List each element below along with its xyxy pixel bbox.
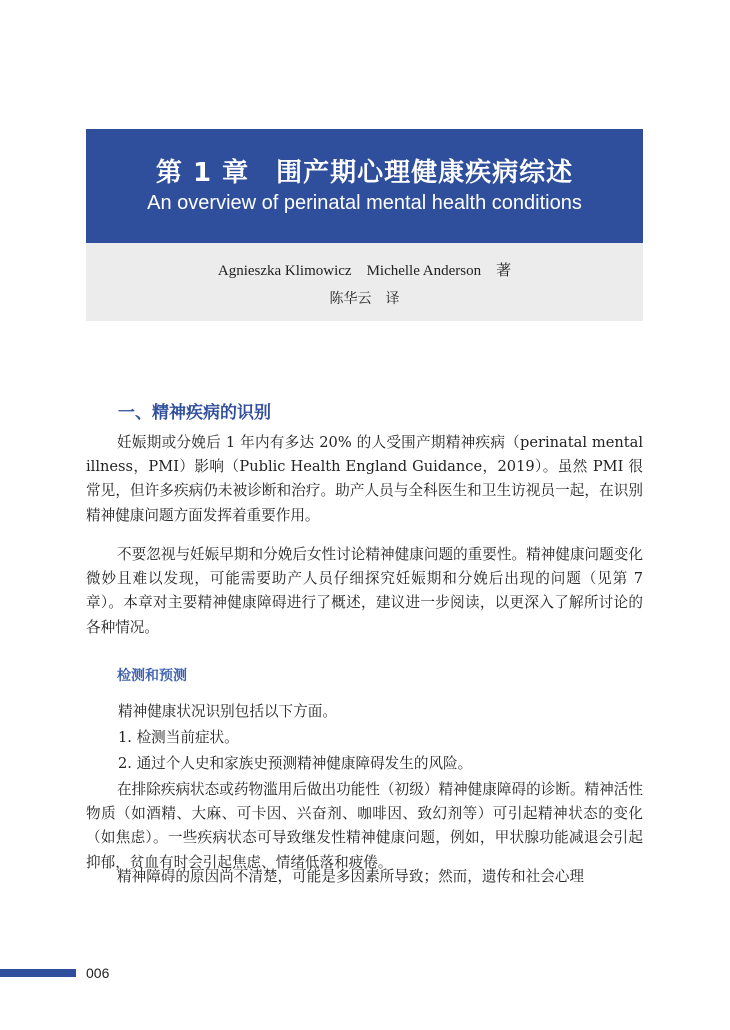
credits-box <box>86 243 643 321</box>
authors-line: Agnieszka Klimowicz Michelle Anderson 著 <box>217 263 512 279</box>
page-number: 006 <box>86 965 110 981</box>
chapter-title-zh: 第 1 章 围产期心理健康疾病综述 <box>155 158 574 188</box>
translator-line: 陈华云 译 <box>329 291 400 307</box>
subsection-heading: 检测和预测 <box>117 668 187 684</box>
list-item: 2. 通过个人史和家族史预测精神健康障碍发生的风险。 <box>118 755 473 772</box>
section-heading: 一、精神疾病的识别 <box>118 403 271 423</box>
chapter-title-en: An overview of perinatal mental health conditions <box>147 192 582 214</box>
list-item: 1. 检测当前症状。 <box>118 729 239 746</box>
paragraph: 在排除疾病状态或药物滥用后做出功能性（初级）精神健康障碍的诊断。精神活性物质（如酒精、大麻、可卡因、兴奋剂、咖啡因、致幻剂等）可引起精神状态的变化（如焦虑）。一些疾病状态可导致继发性精神健康问题，例如，甲状腺功能减退会引起抑郁，贫血有时会引起焦虑、情绪低落和疲倦。 <box>86 781 643 871</box>
chapter-banner <box>86 129 643 243</box>
footer-bar <box>0 969 76 977</box>
intro-line: 精神健康状况识别包括以下方面。 <box>118 703 337 720</box>
paragraph: 不要忽视与妊娠早期和分娩后女性讨论精神健康问题的重要性。精神健康问题变化微妙且难以发现，可能需要助产人员仔细探究妊娠期和分娩后出现的问题（见第 7 章）。本章对主要精神健康障碍进行了概述，建议进一步阅读，以更深入了解所讨论的各种情况。 <box>86 546 643 636</box>
paragraph: 精神障碍的原因尚不清楚，可能是多因素所导致；然而，遗传和社会心理 <box>117 868 585 885</box>
paragraph: 妊娠期或分娩后 1 年内有多达 20% 的人受围产期精神疾病（perinatal mental illness，PMI）影响（Public Health England Guidance，2019）。虽然 PMI 很常见，但许多疾病仍未被诊断和治疗。助产人员与全科医生和卫生访视员一起，在识别精神健康问题方面发挥着重要作用。 <box>86 434 643 524</box>
